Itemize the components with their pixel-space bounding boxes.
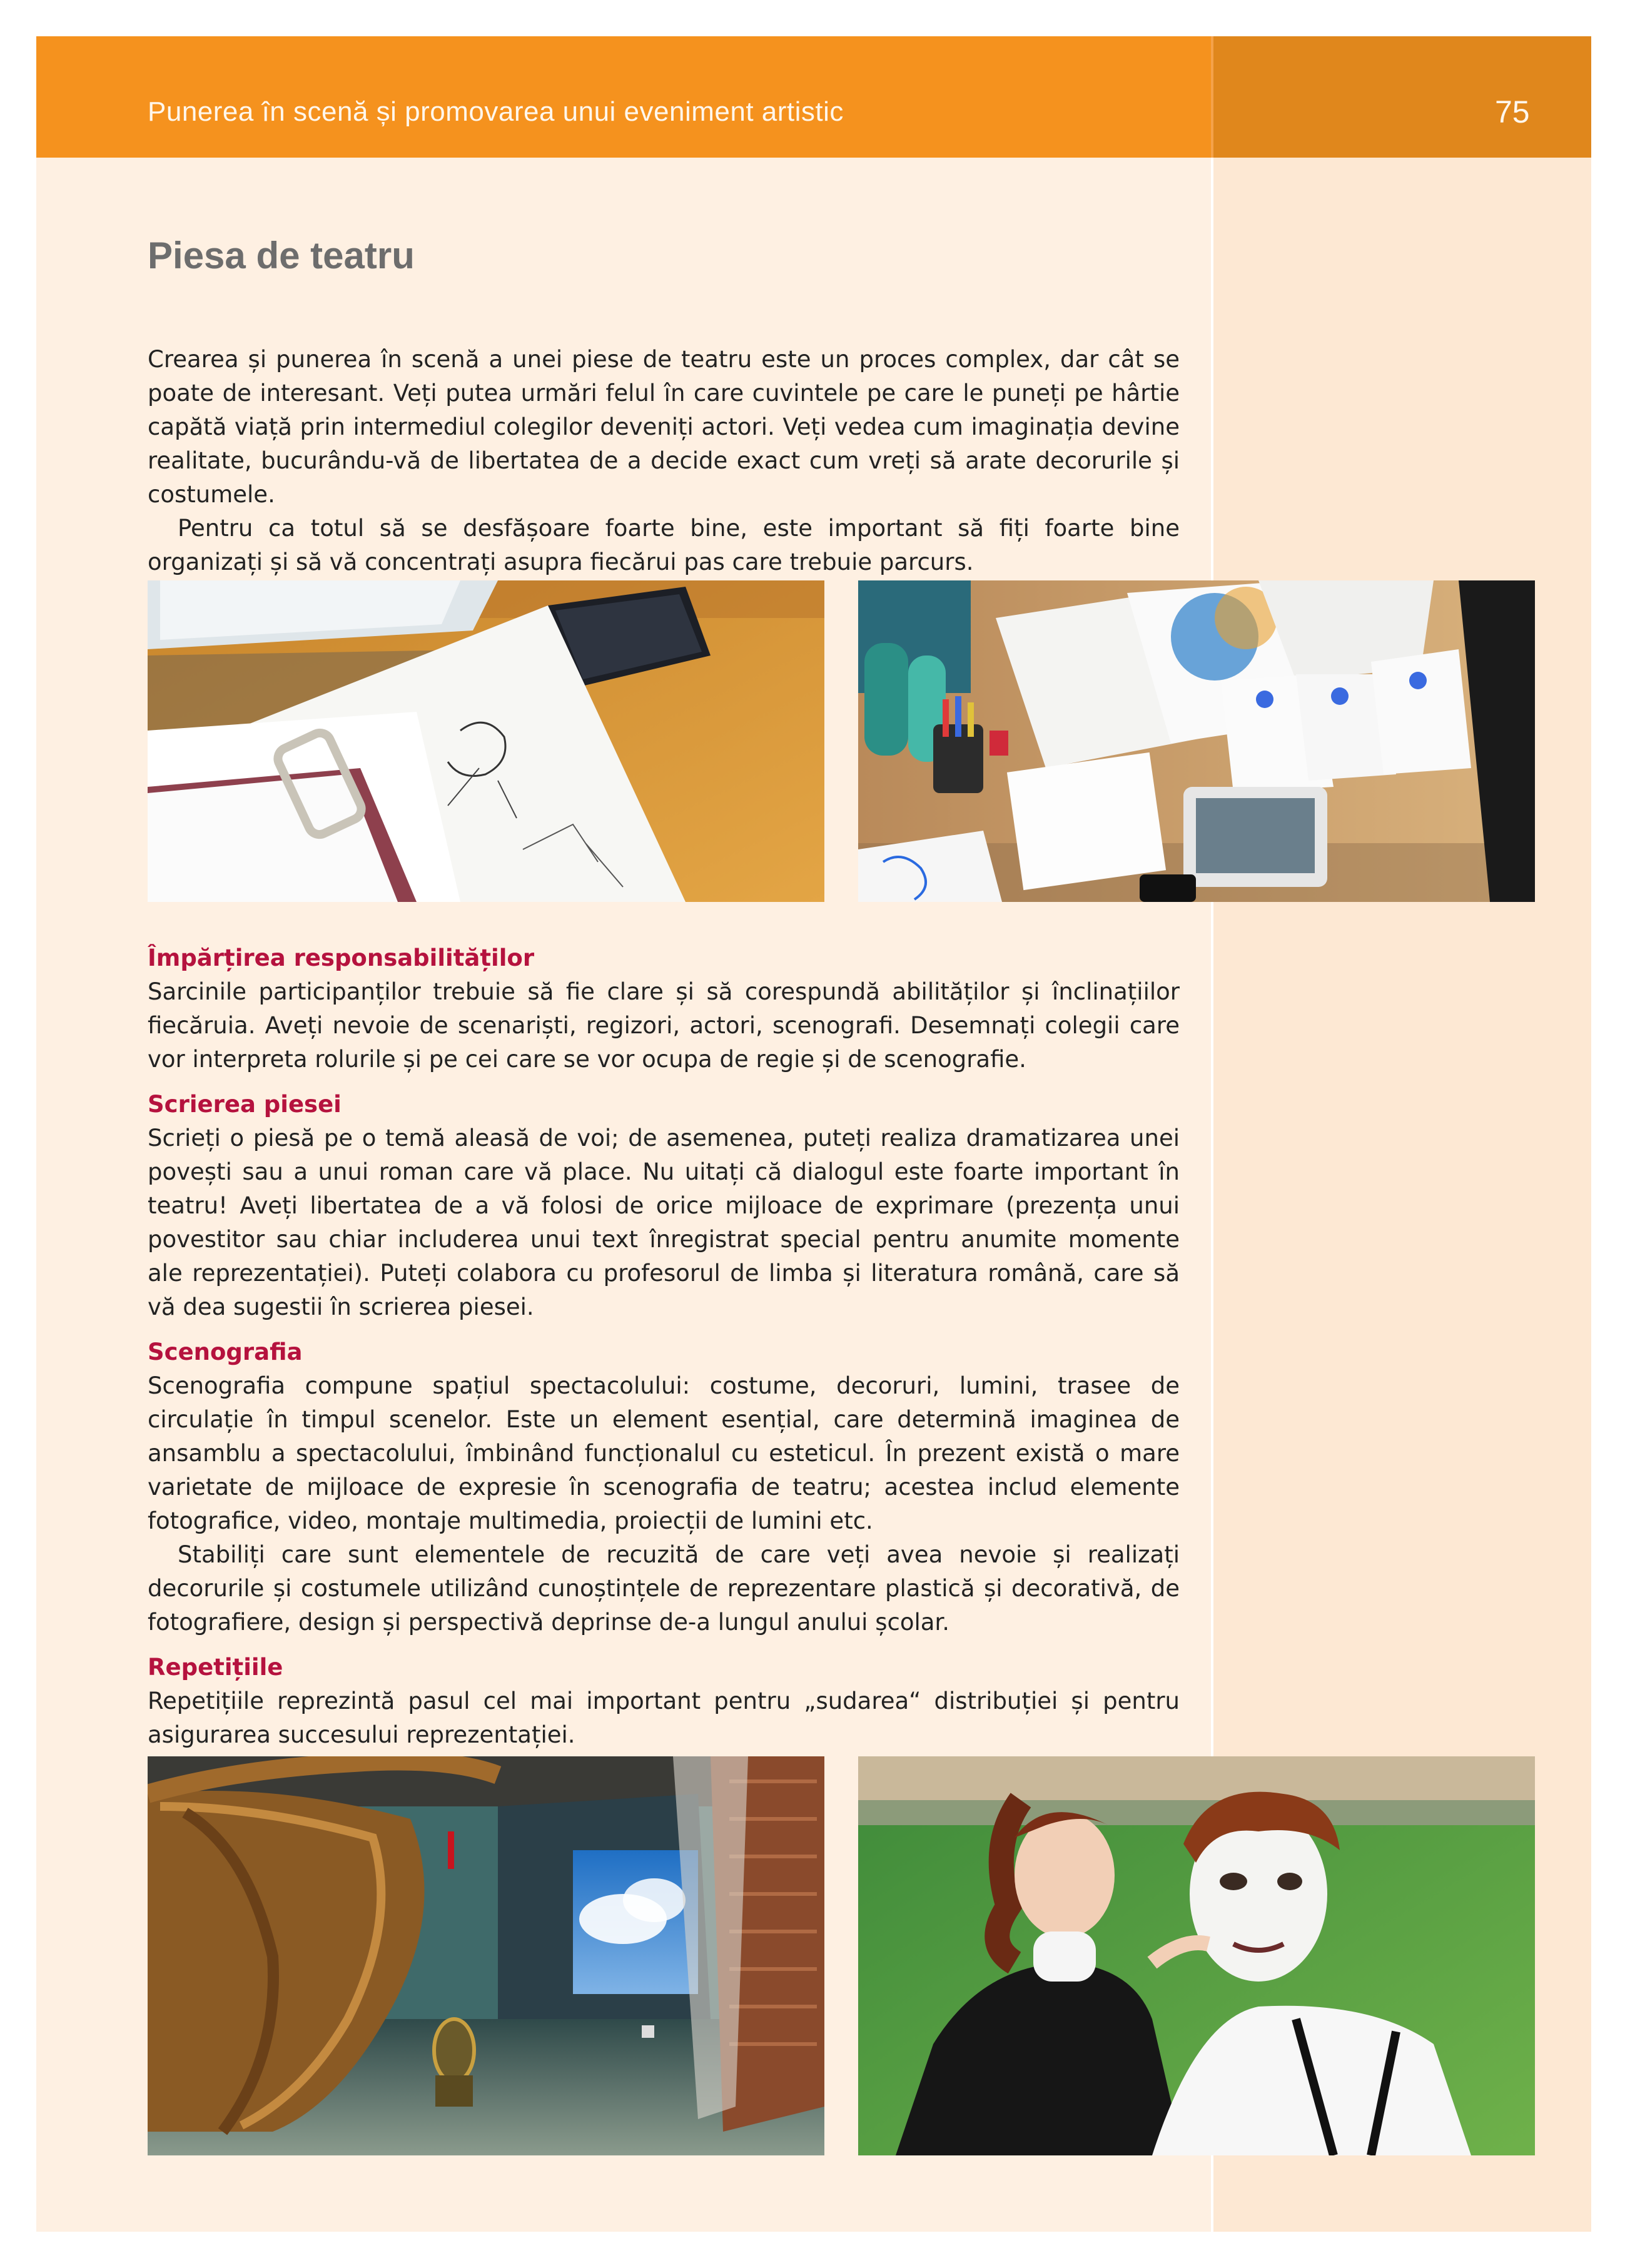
photo-design-sketches-table xyxy=(858,580,1535,902)
photo-theatre-stage xyxy=(148,1756,824,2155)
heading-writing: Scrierea piesei xyxy=(148,1091,342,1118)
header-side-block xyxy=(1211,36,1591,158)
body-text xyxy=(148,941,1180,1752)
intro-paragraph-1: Crearea și punerea în scenă a unei piese de teatru este un proces complex, dar cât se poate de interesant. Veți putea urmări felul în care cuvintele pe care le puneți pe hârtie capătă viață prin intermediul colegilor deveniți actori. Veți vedea cum imaginația devine realitate, bucurându-vă de libertatea de a decide exact cum vreți să arate decorurile și costumele. xyxy=(148,346,1180,508)
paragraph-rehearsals: Repetițiile reprezintă pasul cel mai important pentru „sudarea“ distribuției și pentru asigurarea succesului reprezentației. xyxy=(148,1688,1180,1748)
photo-costume-sketches-clipboard xyxy=(148,580,824,902)
heading-responsibilities: Împărțirea responsabilităților xyxy=(148,944,535,971)
section-title: Piesa de teatru xyxy=(148,235,415,276)
heading-scenography: Scenografia xyxy=(148,1339,303,1365)
chapter-title: Punerea în scenă și promovarea unui eveniment artistic xyxy=(148,96,844,127)
photo-mime-actors xyxy=(858,1756,1535,2155)
paragraph-scenography-2: Stabiliți care sunt elementele de recuzită de care veți avea nevoie și realizați decorurile și costumele utilizând cunoștințele de reprezentare plastică și decorativă, de fotografiere, design și perspectivă deprinse de-a lungul anului școlar. xyxy=(148,1541,1180,1636)
paragraph-scenography-1: Scenografia compune spațiul spectacolului: costume, decoruri, lumini, trasee de circulație în timpul scenelor. Este un element esențial, care determină imaginea de ansamblu a spectacolului, îmbinând funcționalul cu esteticul. În prezent există o mare varietate de mijloace de expresie în scenografia de teatru; acestea includ elemente fotografice, video, montaje multimedia, proiecții de lumini etc. xyxy=(148,1372,1180,1534)
page-number: 75 xyxy=(1495,94,1530,129)
intro-paragraph-2: Pentru ca totul să se desfășoare foarte bine, este important să fiți foarte bine organizați și să vă concentrați asupra fiecărui pas care trebuie parcurs. xyxy=(148,515,1180,575)
paragraph-responsibilities: Sarcinile participanților trebuie să fie clare și să corespundă abilităților și înclinațiilor fiecăruia. Aveți nevoie de scenariști, regizori, actori, scenografi. Desemnați colegii care vor interpreta rolurile și pe cei care se vor ocupa de regie și de scenografie. xyxy=(148,978,1180,1073)
intro-text xyxy=(148,343,1180,579)
heading-rehearsals: Repetițiile xyxy=(148,1654,283,1681)
paragraph-writing: Scrieți o piesă pe o temă aleasă de voi; de asemenea, puteți realiza dramatizarea unei povești sau a unui roman care vă place. Nu uitați că dialogul este foarte important în teatru! Aveți libertatea de a vă folosi de orice mijloace de exprimare (prezența unui povestitor sau chiar includerea unui text înregistrat special pentru anumite momente ale reprezentației). Puteți colabora cu profesorul de limba și literatura română, care să vă dea sugestii în scrierea piesei. xyxy=(148,1125,1180,1320)
